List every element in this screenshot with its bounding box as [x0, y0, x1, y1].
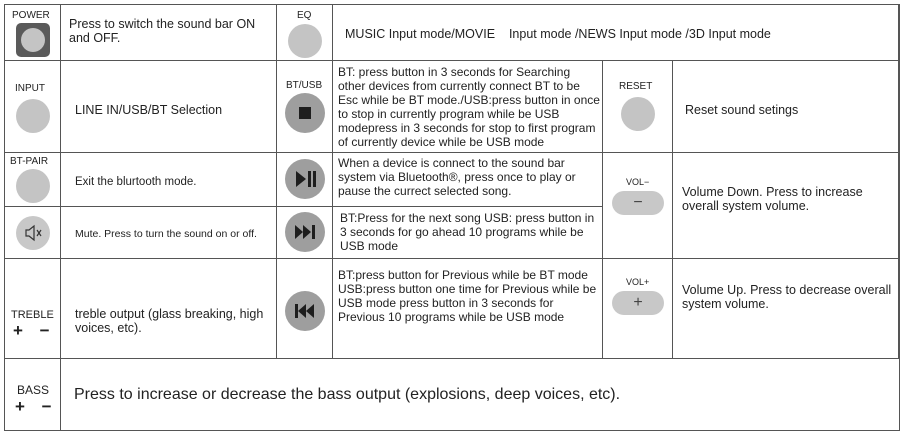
input-label: INPUT	[15, 83, 45, 94]
next-track-icon[interactable]	[285, 212, 325, 252]
bass-label: BASS	[17, 383, 50, 397]
vol-plus-button[interactable]	[612, 291, 664, 315]
treble-description: treble output (glass breaking, high voices, etc).	[75, 307, 264, 335]
speaker-mute-icon[interactable]	[16, 216, 50, 250]
reset-button-icon[interactable]	[621, 97, 655, 131]
play-pause-description: When a device is connect to the sound bar system via Bluetooth®, press once to play or pause the currect selected song.	[338, 156, 576, 198]
previous-icon-cell	[277, 259, 333, 359]
mute-description: Mute. Press to turn the sound on or off.	[75, 228, 257, 240]
eq-desc-cell	[333, 5, 899, 61]
bass-description: Press to increase or decrease the bass output (explosions, deep voices, etc).	[74, 386, 621, 403]
next-desc-cell	[333, 207, 603, 259]
previous-description: BT:press button for Previous while be BT mode USB:press button one time for Previous while be USB mode press button in 3 seconds for Previous 10 programs while be USB mode	[338, 268, 597, 324]
previous-desc-cell	[333, 259, 603, 359]
bass-desc-cell	[61, 359, 899, 430]
eq-button-icon[interactable]	[288, 24, 322, 58]
vol-minus-label: VOL−	[626, 177, 650, 187]
bt-usb-desc-cell	[333, 61, 603, 153]
vol-minus-description: Volume Down. Press to increase overall system volume.	[682, 185, 863, 213]
vol-plus-desc-cell	[673, 259, 899, 359]
eq-icon-cell	[277, 5, 333, 61]
bass-icon-cell	[5, 359, 61, 430]
treble-plus-minus[interactable]: + −	[13, 321, 56, 340]
eq-description: MUSIC Input mode/MOVIE Input mode /NEWS Input mode /3D Input mode	[345, 27, 771, 41]
power-button-icon[interactable]	[16, 23, 50, 57]
play-pause-icon-cell	[277, 153, 333, 207]
vol-plus-icon-cell	[603, 259, 673, 359]
treble-icon-cell	[5, 259, 61, 359]
play-pause-desc-cell	[333, 153, 603, 207]
power-label: POWER	[12, 10, 50, 21]
reset-desc-cell	[673, 61, 899, 153]
bt-usb-label: BT/USB	[286, 80, 323, 91]
next-description: BT:Press for the next song USB: press button in 3 seconds for go ahead 10 programs while be USB mode	[340, 211, 595, 253]
reset-icon-cell	[603, 61, 673, 153]
reset-description: Reset sound setings	[685, 103, 799, 117]
bt-pair-desc-cell	[61, 153, 277, 207]
stop-icon[interactable]	[285, 93, 325, 133]
reset-label: RESET	[619, 81, 653, 92]
mute-icon-cell	[5, 207, 61, 259]
input-description: LINE IN/USB/BT Selection	[75, 103, 223, 117]
power-icon-cell	[5, 5, 61, 61]
plus-icon: +	[633, 294, 643, 311]
vol-minus-desc-cell	[673, 153, 899, 259]
controls-table	[4, 4, 900, 431]
vol-plus-label: VOL+	[626, 277, 650, 287]
vol-minus-button[interactable]	[612, 191, 664, 215]
bt-pair-button-icon[interactable]	[16, 169, 50, 203]
bt-pair-icon-cell	[5, 153, 61, 207]
treble-label: TREBLE	[11, 309, 54, 321]
minus-icon: −	[633, 194, 643, 211]
bt-usb-icon-cell	[277, 61, 333, 153]
play-pause-icon[interactable]	[285, 159, 325, 199]
treble-desc-cell	[61, 259, 277, 359]
previous-track-icon[interactable]	[285, 291, 325, 331]
input-icon-cell	[5, 61, 61, 153]
vol-plus-description: Volume Up. Press to decrease overall system volume.	[682, 283, 892, 311]
bass-plus-minus[interactable]: + −	[15, 397, 58, 416]
next-icon-cell	[277, 207, 333, 259]
eq-label: EQ	[297, 10, 312, 21]
power-description: Press to switch the sound bar ON and OFF.	[69, 17, 256, 45]
input-button-icon[interactable]	[16, 99, 50, 133]
bt-pair-description: Exit the blurtooth mode.	[75, 176, 197, 188]
mute-desc-cell	[61, 207, 277, 259]
power-desc-cell	[61, 5, 277, 61]
vol-minus-icon-cell	[603, 153, 673, 259]
input-desc-cell	[61, 61, 277, 153]
bt-usb-description: BT: press button in 3 seconds for Searching other devices from currently connect BT to be Esc while be BT mode./USB:press button in once to stop in currently program while be USB modepress in 3 seconds for stop to first program of currently device while be USB mode	[338, 65, 600, 149]
bt-pair-label: BT-PAIR	[10, 156, 49, 167]
